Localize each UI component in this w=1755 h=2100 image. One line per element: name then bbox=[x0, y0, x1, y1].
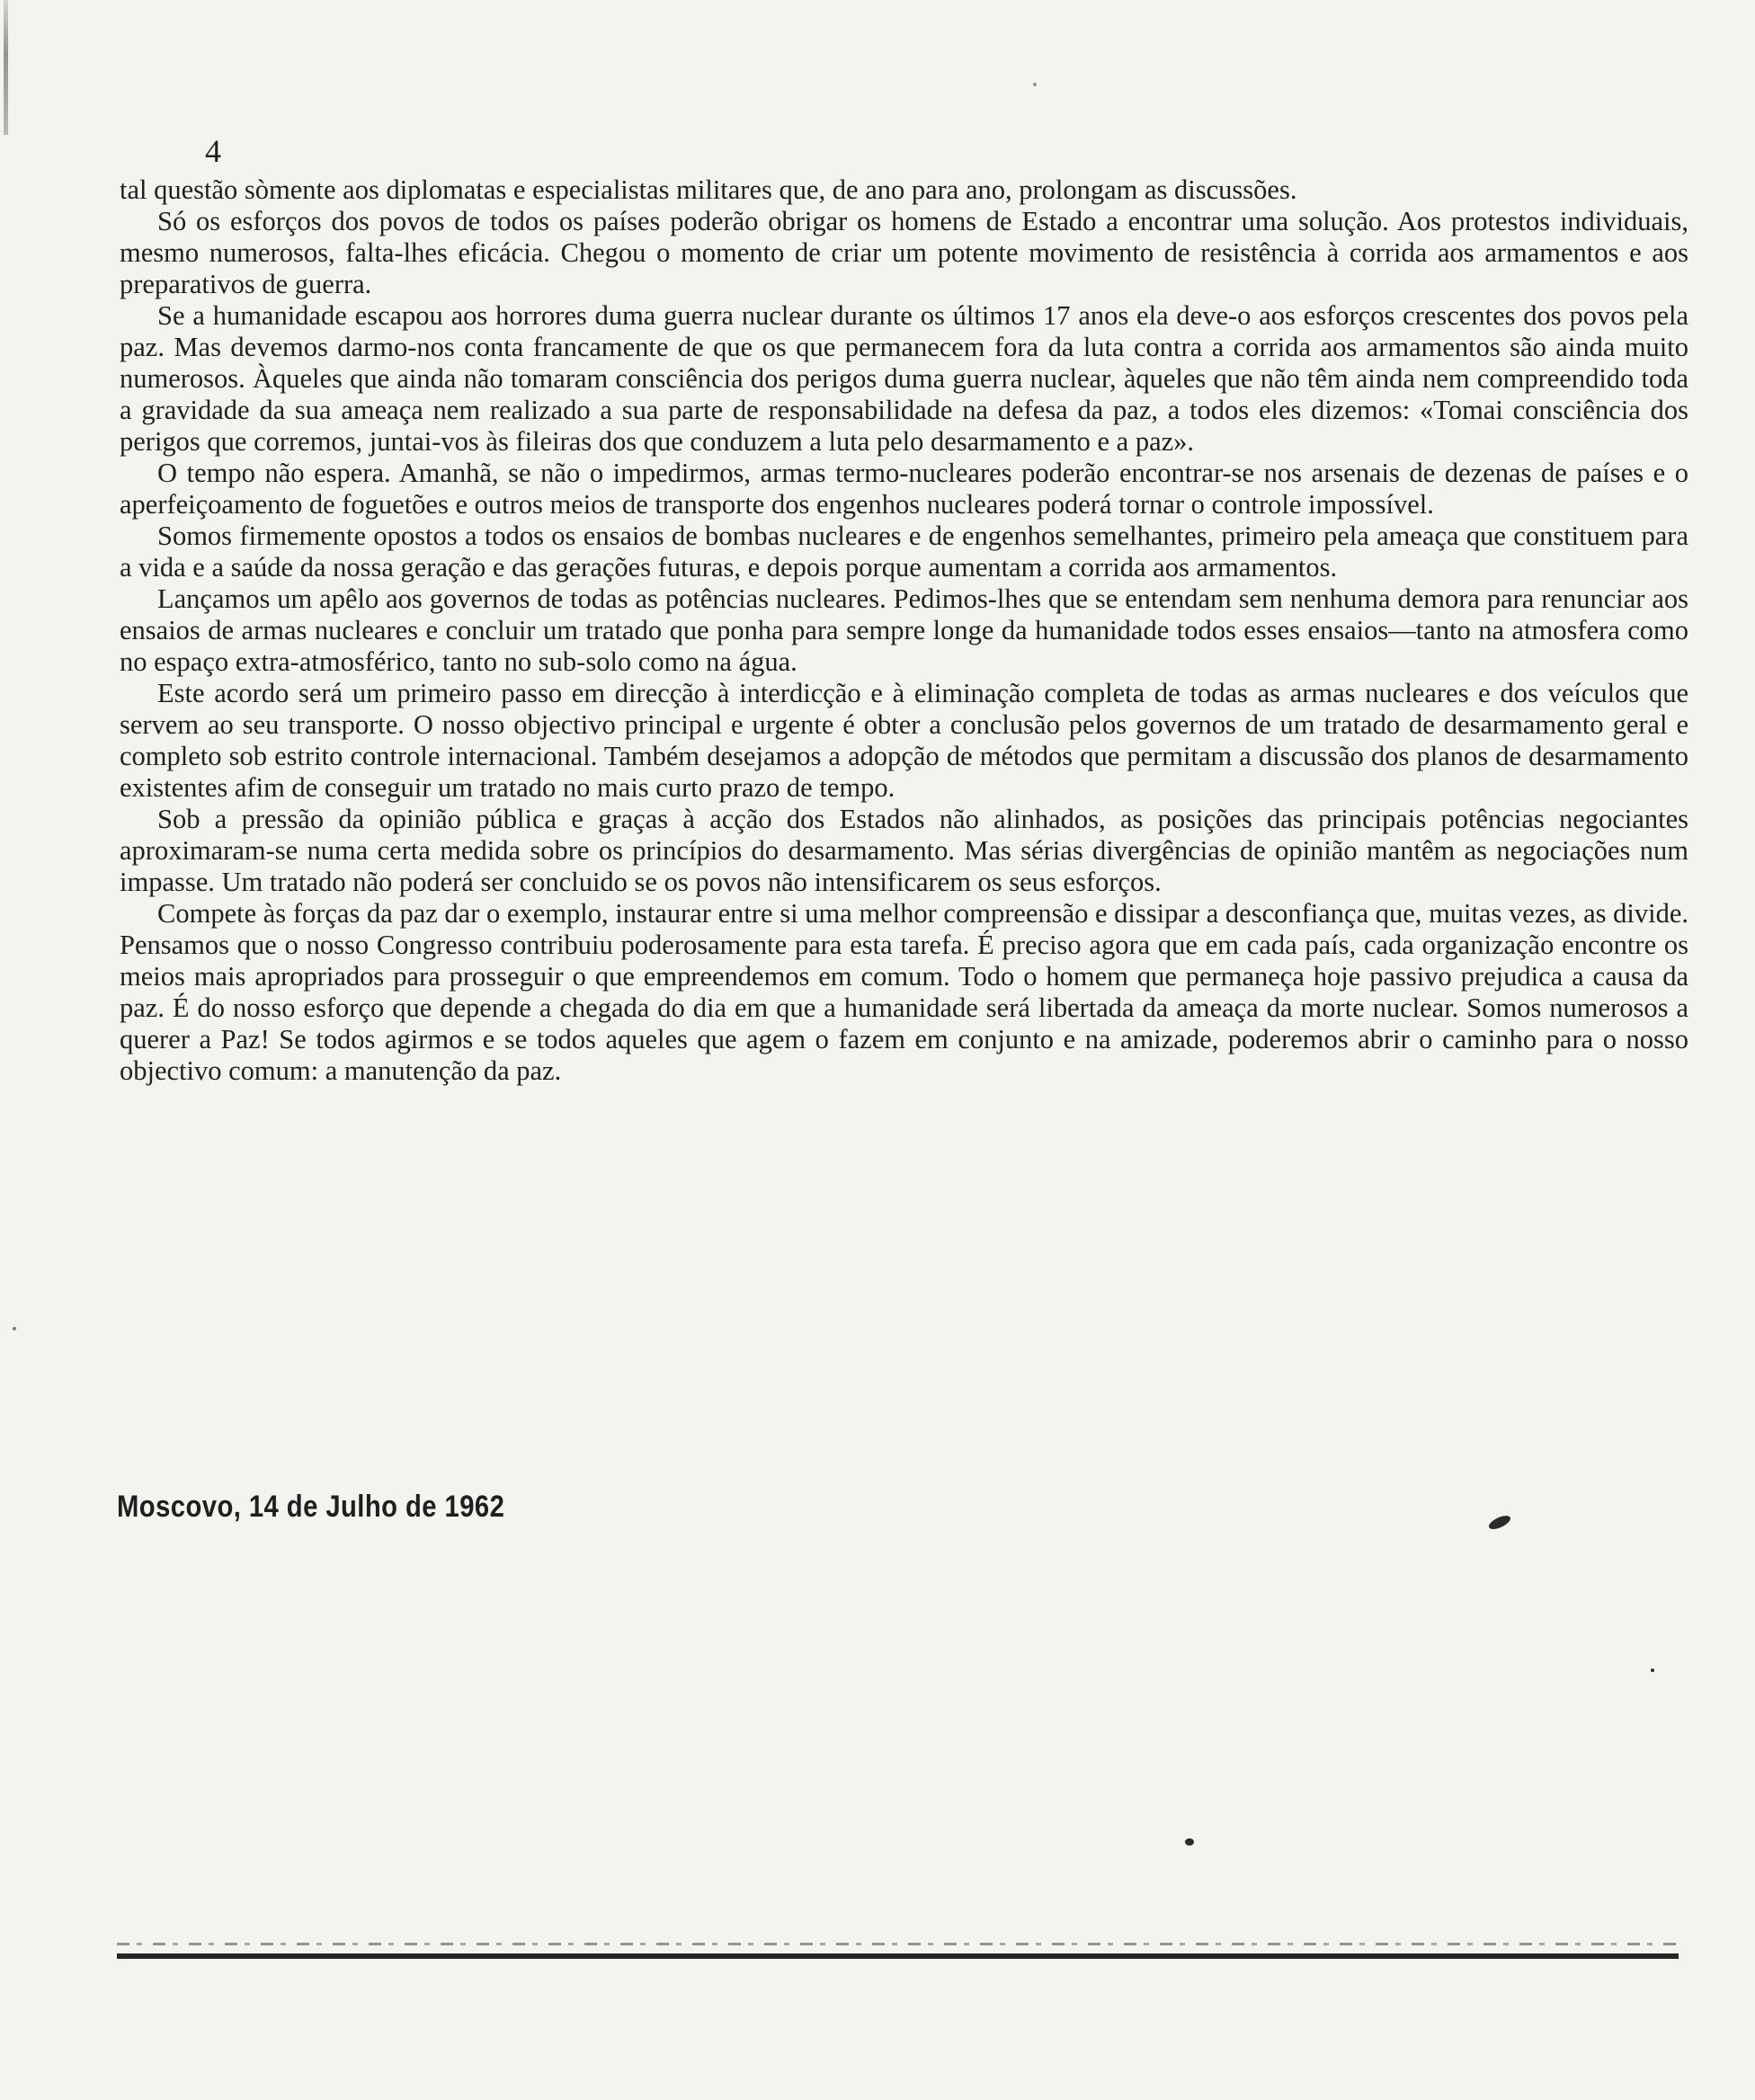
ink-speck bbox=[1487, 1513, 1512, 1532]
ink-speck bbox=[13, 1327, 16, 1330]
ink-speck bbox=[1033, 83, 1037, 86]
footer-rule bbox=[117, 1953, 1679, 1959]
ink-speck bbox=[1651, 1668, 1654, 1672]
paragraph-7: Este acordo será um primeiro passo em direcção à interdicção e à eliminação completa de todas as armas nucleares e dos veículos que servem ao seu transporte. O nosso objectivo principal e urgente é obter a conclusão pelos governos de um tratado de desarmamento geral e completo sob estrito controle internacional. Também desejamos a adopção de métodos que permitam a discussão dos planos de desarmamento existentes afim de conseguir um tratado no mais curto prazo de tempo. bbox=[120, 678, 1688, 803]
paragraph-1: tal questão sòmente aos diplomatas e especialistas militares que, de ano para ano, prolongam as discussões. bbox=[120, 174, 1297, 205]
page-number: 4 bbox=[205, 133, 221, 169]
footer-rule-noise bbox=[117, 1943, 1679, 1945]
paragraph-3: Se a humanidade escapou aos horrores duma guerra nuclear durante os últimos 17 anos ela deve-o aos esforços crescentes dos povos pela paz. Mas devemos darmo-nos conta francamente de que os que permanecem fora da luta contra a corrida aos armamentos são ainda muito numerosos. Àqueles que ainda não tomaram consciência dos perigos duma guerra nuclear, àqueles que não têm ainda nem compreendido toda a gravidade da sua ameaça nem realizado a sua parte de responsabilidade na defesa da paz, a todos eles dizemos: «Tomai consciência dos perigos que corremos, juntai-vos às fileiras dos que conduzem a luta pelo desarmamento e a paz». bbox=[120, 300, 1688, 457]
paragraph-5: Somos firmemente opostos a todos os ensaios de bombas nucleares e de engenhos semelhantes, primeiro pela ameaça que constituem para a vida e a saúde da nossa geração e das gerações futuras, e depois porque aumentam a corrida aos armamentos. bbox=[120, 521, 1688, 583]
ink-speck bbox=[1185, 1838, 1194, 1846]
paragraph-6: Lançamos um apêlo aos governos de todas as potências nucleares. Pedimos-lhes que se entendam sem nenhuma demora para renunciar aos ensaios de armas nucleares e concluir um tratado que ponha para sempre longe da humanidade todos esses ensaios—tanto na atmosfera como no espaço extra-atmosférico, tanto no sub-solo como na água. bbox=[120, 583, 1688, 677]
paragraph-4: O tempo não espera. Amanhã, se não o impedirmos, armas termo-nucleares poderão encontrar-se nos arsenais de dezenas de países e o aperfeiçoamento de foguetões e outros meios de transporte dos engenhos nucleares poderá tornar o controle impossível. bbox=[120, 458, 1688, 520]
signature-date: Moscovo, 14 de Julho de 1962 bbox=[117, 1490, 505, 1524]
scan-edge-mark bbox=[4, 0, 8, 135]
paragraph-2: Só os esforços dos povos de todos os países poderão obrigar os homens de Estado a encontrar uma solução. Aos protestos individuais, mesmo numerosos, falta-lhes eficácia. Chegou o momento de criar um potente movimento de resistência à corrida aos armamentos e aos preparativos de guerra. bbox=[120, 206, 1688, 299]
body-text bbox=[120, 174, 1688, 1087]
paragraph-8: Sob a pressão da opinião pública e graças à acção dos Estados não alinhados, as posições das principais potências negociantes aproximaram-se numa certa medida sobre os princípios do desarmamento. Mas sérias divergências de opinião mantêm as negociações num impasse. Um tratado não poderá ser concluido se os povos não intensificarem os seus esforços. bbox=[120, 804, 1688, 897]
paragraph-9: Compete às forças da paz dar o exemplo, instaurar entre si uma melhor compreensão e dissipar a desconfiança que, muitas vezes, as divide. Pensamos que o nosso Congresso contribuiu poderosamente para esta tarefa. É preciso agora que em cada país, cada organização encontre os meios mais apropriados para prosseguir o que empreendemos em comum. Todo o homem que permaneça hoje passivo prejudica a causa da paz. É do nosso esforço que depende a chegada do dia em que a humanidade será libertada da ameaça da morte nuclear. Somos numerosos a querer a Paz! Se todos agirmos e se todos aqueles que agem o fazem em conjunto e na amizade, poderemos abrir o caminho para o nosso objectivo comum: a manutenção da paz. bbox=[120, 898, 1688, 1086]
